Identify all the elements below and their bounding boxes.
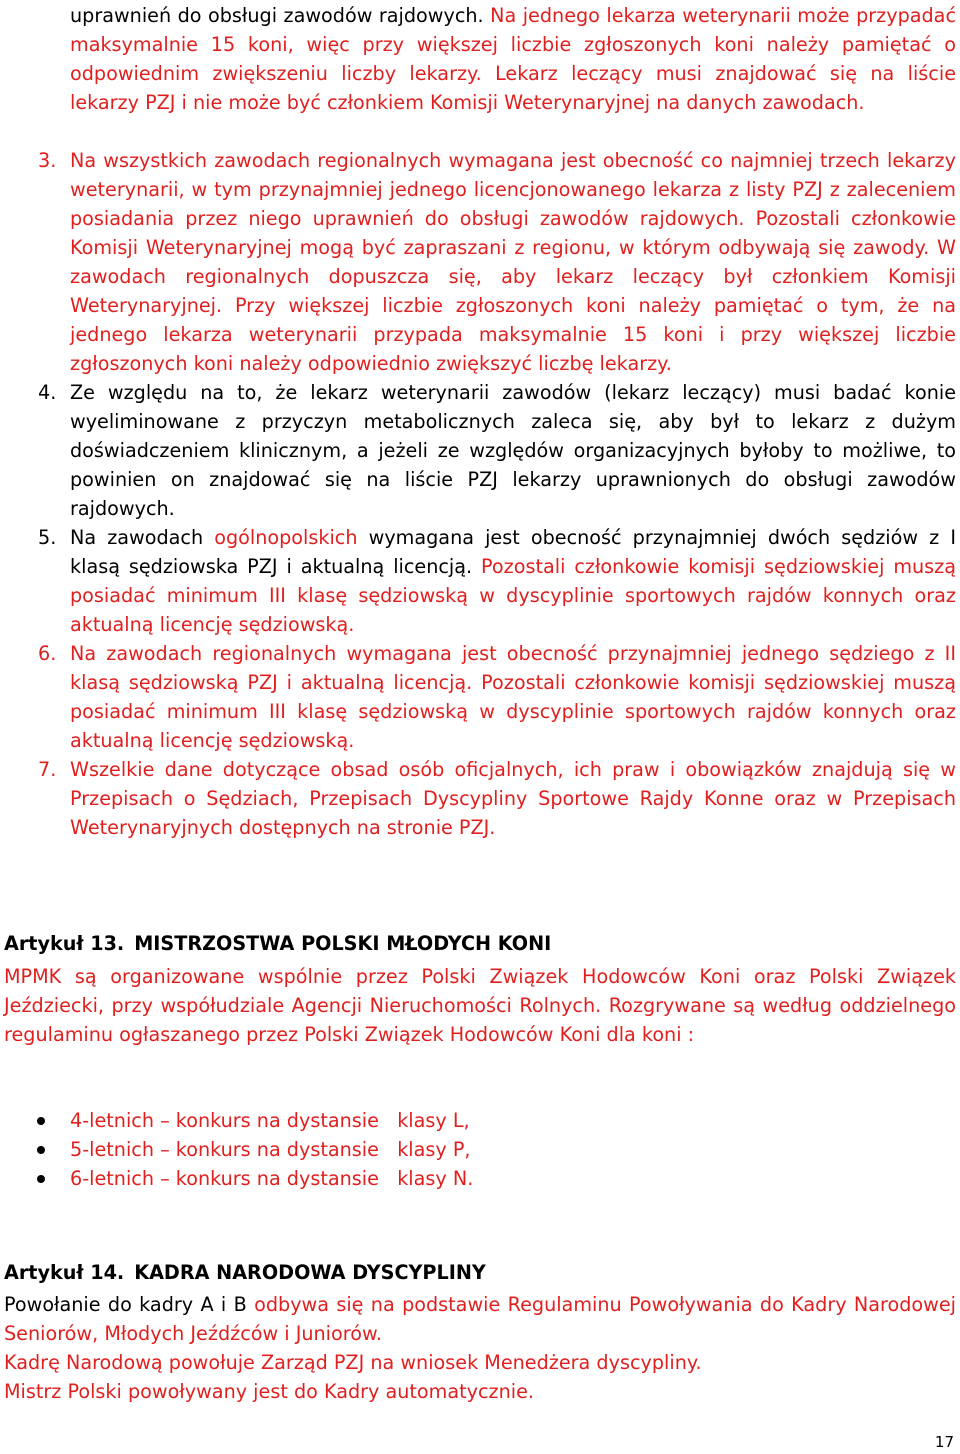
continued-text-red: Na jednego lekarza weterynarii może przypadać maksymalnie 15 koni, więc przy większej liczbie zgłoszonych koni należy pamiętać o odpowiednim zwiększeniu liczby lekarzy. Lekarz leczący musi znajdować się na liście lekarzy PZJ i nie może być członkiem Komisji Weterynaryjnej na danych zawodach. xyxy=(70,4,956,114)
continued-text-black: uprawnień do obsługi zawodów rajdowych. xyxy=(70,4,491,27)
article-14-paragraph-2: Kadrę Narodową powołuje Zarząd PZJ na wniosek Menedżera dyscypliny. xyxy=(4,1351,702,1374)
article-14-p1-red: odbywa się na podstawie Regulaminu Powoływania do Kadry Narodowej Seniorów, Młodych Jeźdźców i Juniorów. xyxy=(4,1293,956,1345)
list-item-text: Na wszystkich zawodach regionalnych wymagana jest obecność co najmniej trzech lekarzy weterynarii, w tym przynajmniej jednego licencjonowanego lekarza z listy PZJ z zaleceniem posiadania przez niego uprawnień do obsługi zawodów rajdowych. Pozostali członkowie Komisji Weterynaryjnej mogą być zapraszani z regionu, w którym odbywają się zawody. W zawodach regionalnych dopuszcza się, aby lekarz leczący był członkiem Komisji Weterynaryjnej. Przy większej liczbie zgłoszonych koni należy pamiętać o tym, że na jednego lekarza weterynarii przypada maksymalnie 15 koni i przy większej liczbie zgłoszonych koni należy odpowiednio zwiększyć liczbę lekarzy. xyxy=(70,149,956,375)
bullet-dot-icon xyxy=(37,1117,45,1125)
list-item-number: 5. xyxy=(38,526,57,549)
bullet-dot-icon xyxy=(37,1146,45,1154)
bullet-item xyxy=(0,1135,960,1164)
bullet-item xyxy=(0,1106,960,1135)
article-14-p1-black: Powołanie do kadry A i B xyxy=(4,1293,255,1316)
article-14-label: Artykuł 14. xyxy=(4,1261,125,1284)
list-item-text: Ze względu na to, że lekarz weterynarii zawodów (lekarz leczący) musi badać konie wyeliminowane z przyczyn metabolicznych zaleca się, aby był to lekarz z dużym doświadczeniem klinicznym, a jeżeli ze względów organizacyjnych byłoby to możliwe, to powinien on znajdować się na liście PZJ lekarzy uprawnionych do obsługi zawodów rajdowych. xyxy=(70,381,956,520)
article-14-paragraph-1 xyxy=(4,1290,956,1348)
list-item-number: 4. xyxy=(38,381,57,404)
list-item-number: 6. xyxy=(38,642,57,665)
continued-paragraph xyxy=(70,1,956,117)
list-item-text: Wszelkie dane dotyczące obsad osób oficjalnych, ich praw i obowiązków znajdują się w Przepisach o Sędziach, Przepisach Dyscypliny Sportowe Rajdy Konne oraz w Przepisach Weterynaryjnych dostępnych na stronie PZJ. xyxy=(70,758,956,839)
list-item xyxy=(0,378,960,523)
article-13-heading xyxy=(4,929,551,958)
bullet-dot-icon xyxy=(37,1175,45,1183)
horse-age-list xyxy=(0,1106,960,1193)
list-item xyxy=(0,146,960,378)
list-item-text-part: Na zawodach xyxy=(70,526,215,549)
article-13-title: MISTRZOSTWA POLSKI MŁODYCH KONI xyxy=(134,932,552,955)
list-item-text-part: wymagana jest obecność przynajmniej dwóch sędziów z I klasą sędziowska PZJ i aktualną licencją. xyxy=(70,526,956,578)
bullet-item xyxy=(0,1164,960,1193)
article-13-label: Artykuł 13. xyxy=(4,932,125,955)
list-item-text xyxy=(70,523,956,639)
bullet-text: 4-letnich – konkurs na dystansie klasy L, xyxy=(70,1109,470,1132)
bullet-text: 5-letnich – konkurs na dystansie klasy P, xyxy=(70,1138,471,1161)
article-14-paragraph-3: Mistrz Polski powoływany jest do Kadry automatycznie. xyxy=(4,1380,535,1403)
list-item-number: 3. xyxy=(38,149,57,172)
list-item-number: 7. xyxy=(38,758,57,781)
list-item xyxy=(0,639,960,755)
article-14-title: KADRA NARODOWA DYSCYPLINY xyxy=(134,1261,486,1284)
list-item xyxy=(0,523,960,639)
list-item xyxy=(0,755,960,842)
article-14-heading xyxy=(4,1258,486,1287)
list-item-text-part: Pozostali członkowie komisji sędziowskiej muszą posiadać minimum III klasę sędziowską w dyscyplinie sportowych rajdów konnych oraz aktualną licencję sędziowską. xyxy=(70,555,957,636)
article-13-paragraph: MPMK są organizowane wspólnie przez Polski Związek Hodowców Koni oraz Polski Związek Jeździecki, przy współudziale Agencji Nieruchomości Rolnych. Rozgrywane są według oddzielnego regulaminu ogłaszanego przez Polski Związek Hodowców Koni dla koni : xyxy=(4,965,956,1046)
numbered-list xyxy=(0,146,960,842)
bullet-text: 6-letnich – konkurs na dystansie klasy N. xyxy=(70,1167,474,1190)
list-item-text-part: ogólnopolskich xyxy=(214,526,358,549)
page-number: 17 xyxy=(934,1433,954,1451)
list-item-text: Na zawodach regionalnych wymagana jest obecność przynajmniej jednego sędziego z II klasą sędziowską PZJ i aktualną licencją. Pozostali członkowie komisji sędziowskiej muszą posiadać minimum III klasę sędziowską w dyscyplinie sportowych rajdów konnych oraz aktualną licencję sędziowską. xyxy=(70,642,956,752)
